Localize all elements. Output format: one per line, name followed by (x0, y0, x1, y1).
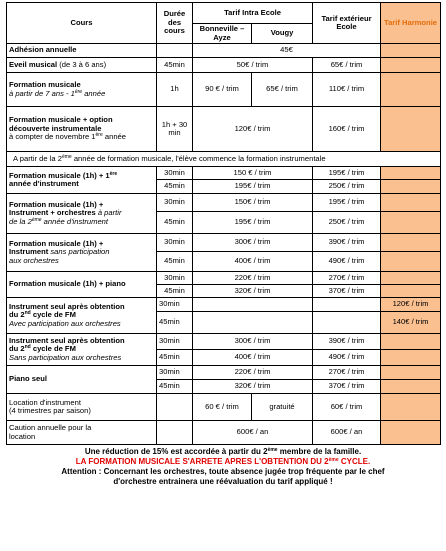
piano-intra-45: 320€ / trim (193, 380, 313, 394)
fmsans-intra-45: 400€ / trim (193, 252, 313, 272)
footer-attention-1: Attention : Concernant les orchestres, toute absence jugée trop fréquente par le chef (61, 467, 385, 476)
fmopt-intra: 120€ / trim (193, 107, 313, 152)
instavec-duree-30: 30min (157, 298, 193, 312)
instsans-label: Instrument seul après obtention du 2nd cycle de FM Sans participation aux orchestres (7, 334, 157, 366)
fm-duree: 1h (157, 73, 193, 107)
piano-ext-30: 270€ / trim (313, 366, 381, 380)
location-label: Location d'instrument (4 trimestres par saison) (7, 394, 157, 421)
eveil-duree: 45min (157, 58, 193, 73)
tarifs-table (6, 2, 441, 445)
fmpiano-ext-45: 370€ / trim (313, 285, 381, 298)
instsans-duree-30: 30min (157, 334, 193, 350)
header-intra: Tarif Intra Ecole (193, 3, 313, 24)
instavec-duree-45: 45min (157, 312, 193, 334)
fmopt-sub: à compter de novembre 1ère année (9, 132, 126, 142)
instavec-harmonie-30: 120€ / trim (381, 298, 441, 312)
fm1-intra-30: 150 € / trim (193, 167, 313, 180)
header-vougy: Vougy (252, 24, 313, 44)
tarifs-document (6, 2, 440, 487)
instsans-ext-30: 390€ / trim (313, 334, 381, 350)
note-instrument: A partir de la 2ème année de formation musicale, l'élève commence la formation instrumentale (7, 152, 441, 167)
fm-bonneville: 90 € / trim (193, 73, 252, 107)
piano-intra-30: 220€ / trim (193, 366, 313, 380)
fmsans-ext-45: 490€ / trim (313, 252, 381, 272)
header-duree: Durée des cours (157, 3, 193, 44)
fm1-duree-30: 30min (157, 167, 193, 180)
instsans-ext-45: 490€ / trim (313, 350, 381, 366)
fmorch-duree-30: 30min (157, 194, 193, 212)
fmopt-ext: 160€ / trim (313, 107, 381, 152)
fmsans-ext-30: 390€ / trim (313, 234, 381, 252)
fm-label: Formation musicale (9, 80, 81, 89)
header-harmonie: Tarif Harmonie (381, 3, 441, 44)
caution-intra: 600€ / an (193, 421, 313, 445)
piano-ext-45: 370€ / trim (313, 380, 381, 394)
fmorch-intra-45: 195€ / trim (193, 212, 313, 234)
fmpiano-intra-45: 320€ / trim (193, 285, 313, 298)
fmorch-ext-45: 250€ / trim (313, 212, 381, 234)
fmpiano-intra-30: 220€ / trim (193, 272, 313, 285)
eveil-intra: 50€ / trim (193, 58, 313, 73)
location-vougy: gratuité (252, 394, 313, 421)
fmorch-label: Formation musicale (1h) + Instrument + orchestres à partir de la 2ème année d'instrument (7, 194, 157, 234)
instsans-intra-45: 400€ / trim (193, 350, 313, 366)
piano-duree-30: 30min (157, 366, 193, 380)
fm-sub: à partir de 7 ans - 1ère année (9, 88, 106, 98)
instavec-label: Instrument seul après obtention du 2nd cycle de FM Avec participation aux orchestres (7, 298, 157, 334)
fmpiano-duree-45: 45min (157, 285, 193, 298)
fm1-label: Formation musicale (1h) + 1ère année d'instrument (7, 167, 157, 194)
fmorch-duree-45: 45min (157, 212, 193, 234)
eveil-label: Eveil musical (9, 59, 58, 69)
eveil-ext: 65€ / trim (313, 58, 381, 73)
fm1-duree-45: 45min (157, 180, 193, 194)
fmsans-label: Formation musicale (1h) + Instrument sans participation aux orchestres (7, 234, 157, 272)
adhesion-price: 45€ (193, 44, 381, 58)
fmsans-intra-30: 300€ / trim (193, 234, 313, 252)
fm1-intra-45: 195€ / trim (193, 180, 313, 194)
piano-label: Piano seul (7, 366, 157, 394)
fm-ext: 110€ / trim (313, 73, 381, 107)
header-cours: Cours (7, 3, 157, 44)
fmsans-duree-45: 45min (157, 252, 193, 272)
caution-label: Caution annuelle pour la location (7, 421, 157, 445)
adhesion-label: Adhésion annuelle (7, 44, 157, 58)
fmpiano-label: Formation musicale (1h) + piano (7, 272, 157, 298)
fm1-ext-30: 195€ / trim (313, 167, 381, 180)
footer-fm-stop: LA FORMATION MUSICALE S'ARRETE APRES L'OBTENTION DU 2ème CYCLE. (75, 457, 371, 466)
fmopt-duree: 1h + 30 min (157, 107, 193, 152)
fm-vougy: 65€ / trim (252, 73, 313, 107)
instsans-duree-45: 45min (157, 350, 193, 366)
footer-notes (6, 447, 440, 487)
instavec-harmonie-45: 140€ / trim (381, 312, 441, 334)
piano-duree-45: 45min (157, 380, 193, 394)
fmorch-ext-30: 195€ / trim (313, 194, 381, 212)
header-exterieur: Tarif extérieur Ecole (313, 3, 381, 44)
fmpiano-duree-30: 30min (157, 272, 193, 285)
footer-attention-2: d'orchestre entrainera une réévaluation du tarif appliqué ! (113, 477, 333, 486)
caution-ext: 600€ / an (313, 421, 381, 445)
eveil-detail: (de 3 à 6 ans) (59, 59, 107, 69)
location-ext: 60€ / trim (313, 394, 381, 421)
location-bonneville: 60 € / trim (193, 394, 252, 421)
header-bonneville: Bonneville – Ayze (193, 24, 252, 44)
fmsans-duree-30: 30min (157, 234, 193, 252)
instsans-intra-30: 300€ / trim (193, 334, 313, 350)
fm1-ext-45: 250€ / trim (313, 180, 381, 194)
fmorch-intra-30: 150€ / trim (193, 194, 313, 212)
fmpiano-ext-30: 270€ / trim (313, 272, 381, 285)
fmopt-label: Formation musicale + option découverte instrumentale (9, 115, 113, 133)
footer-reduction: Une réduction de 15% est accordée à partir du 2ème membre de la famille. (84, 447, 362, 456)
